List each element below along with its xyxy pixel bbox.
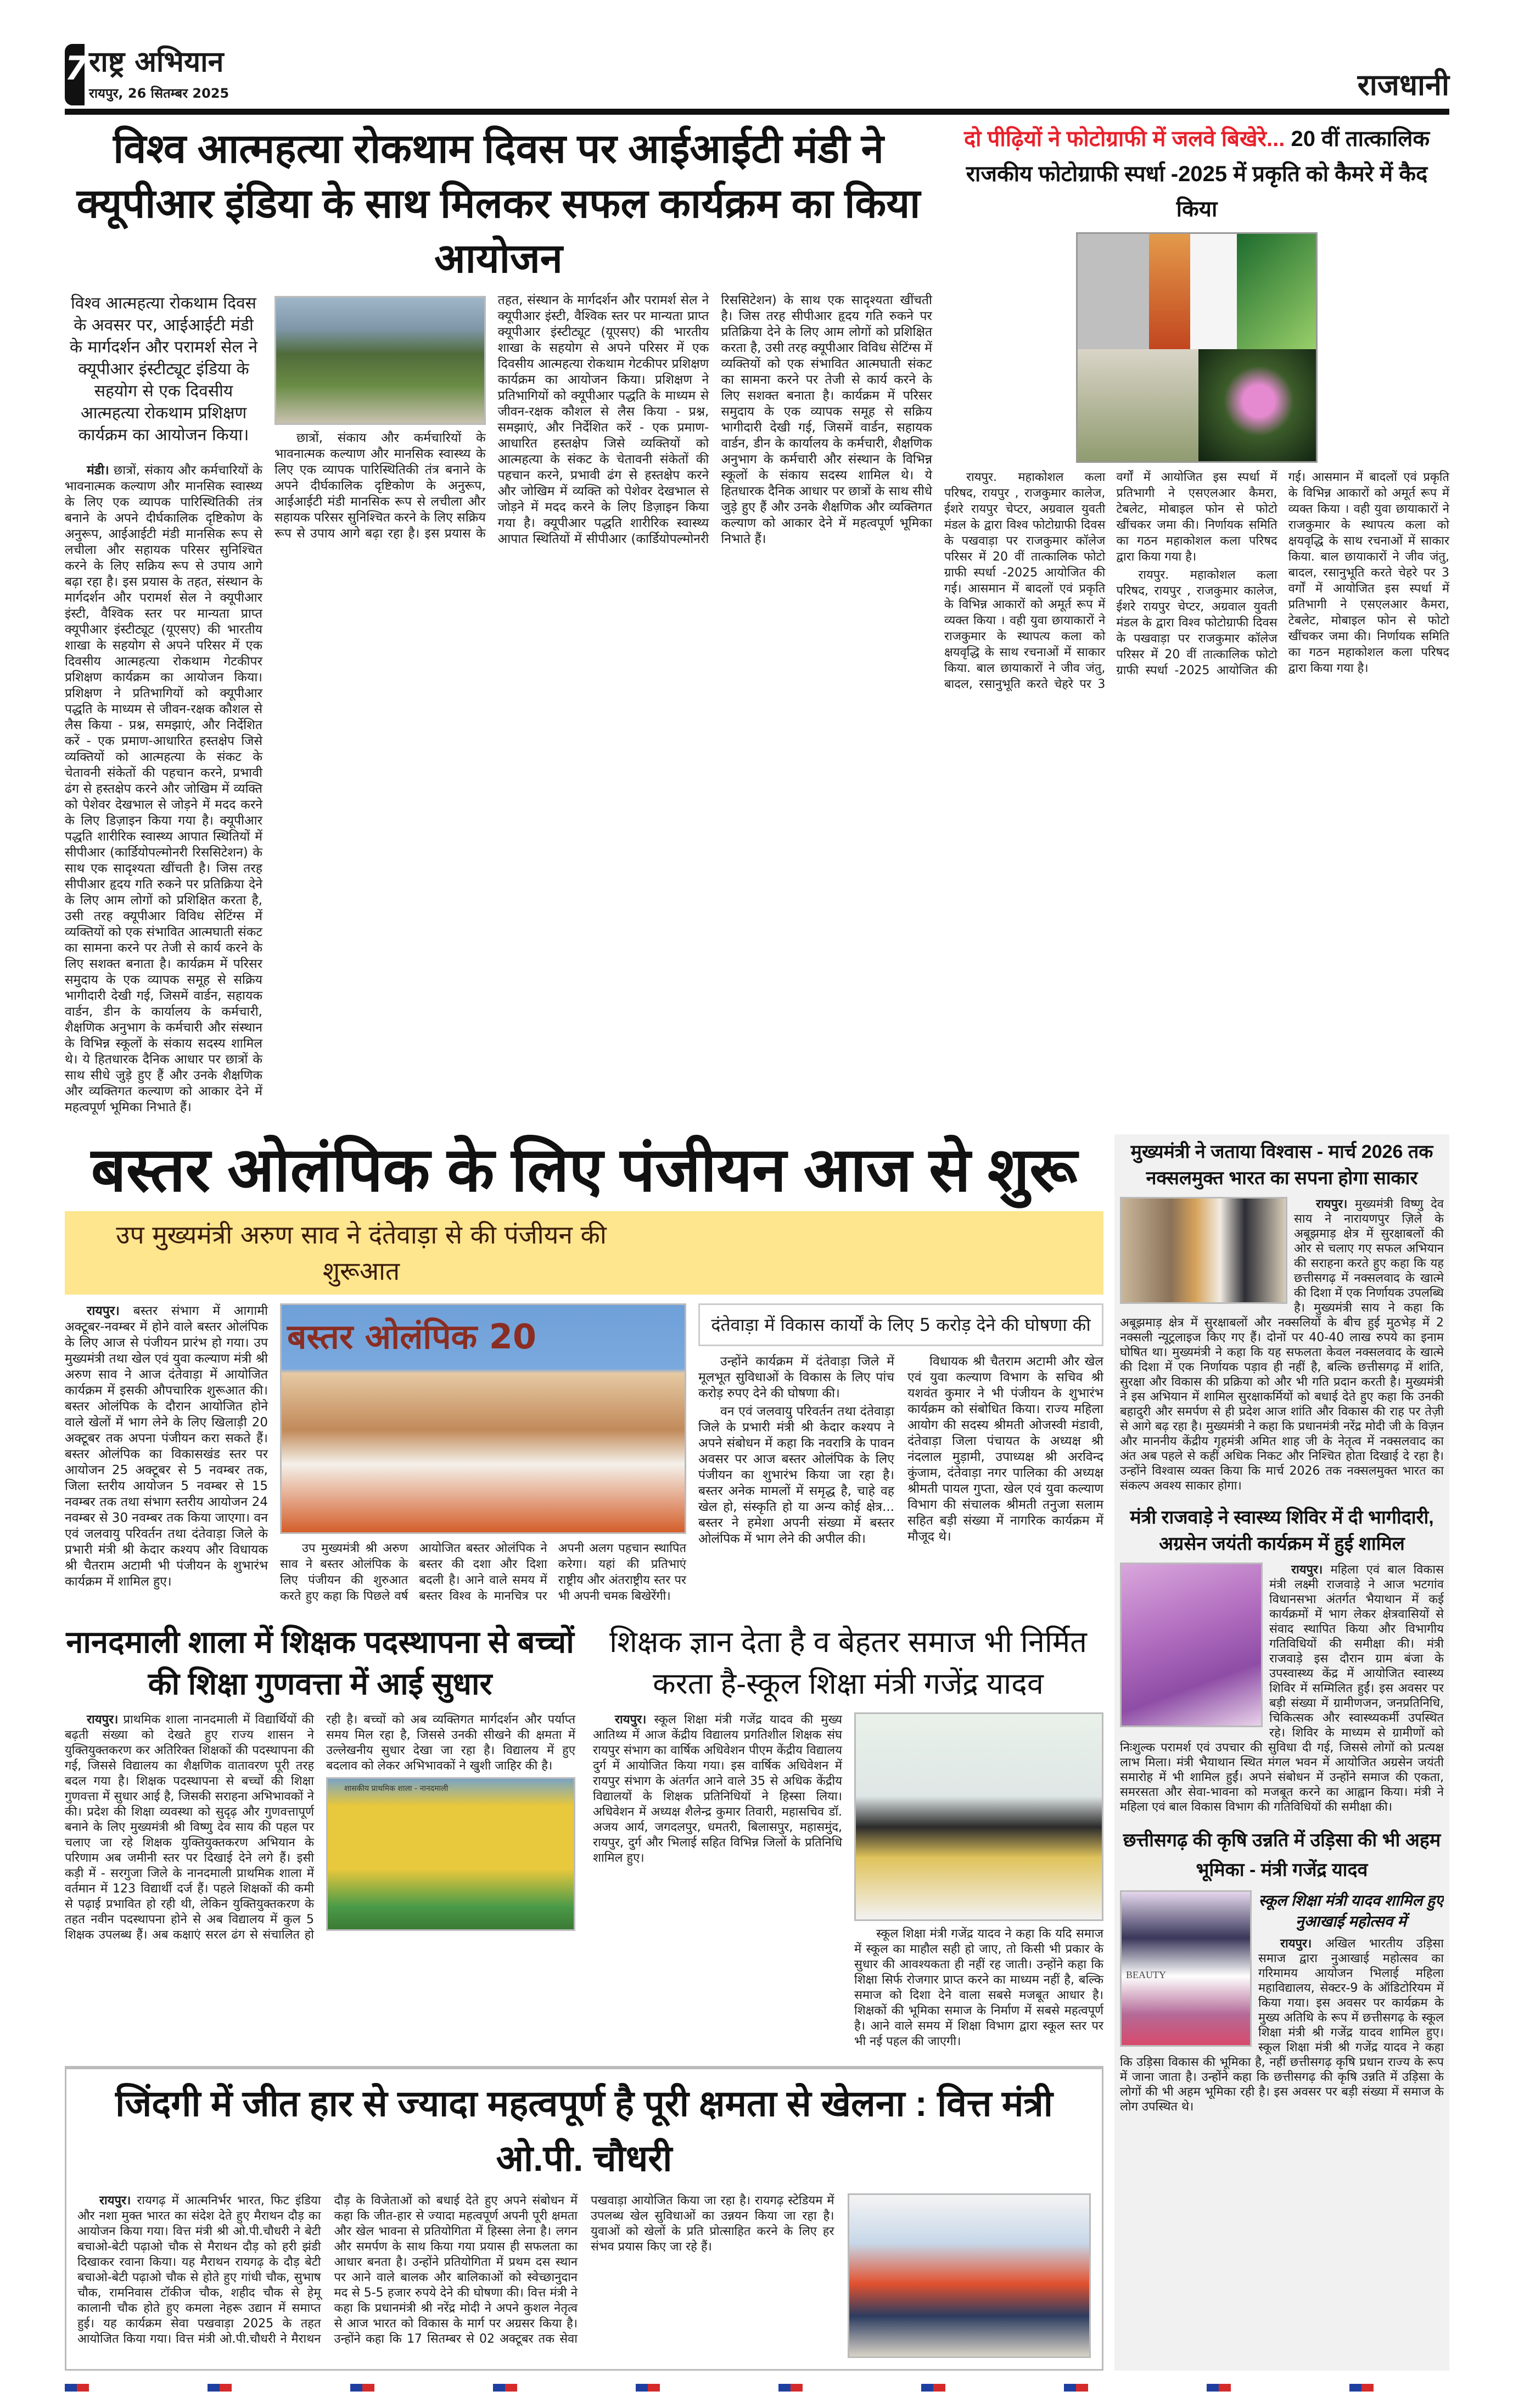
top-row — [65, 121, 1449, 1118]
iit-left-column — [65, 293, 262, 1118]
naxal-text: मुख्यमंत्री विष्णु देव साय ने नारायणपुर ज़िले के अबूझमाड़ क्षेत्र में सुरक्षाबलों की ओर से चलाए गए सफल अभियान की सराहना करते हुए कहा कि यह छत्तीसगढ़ में नक्सलवाद के खात्मे की दिशा में एक निर्णायक उपलब्धि है। मुख्यमंत्री साय ने कहा कि अबूझमाड़ क्षेत्र में सुरक्षाबलों और नक्सलियों के बीच हुई मुठभेड़ में 2 नक्सली न्यूट्रलाइज किए गए हैं। दोनों पर 40-40 लाख रुपये का इनाम घोषित था। मुख्यमंत्री ने कहा कि यह सफलता केवल नक्सलवाद के खात्मे की दिशा में एक निर्णायक पड़ाव ही नहीं है, बल्कि छत्तीसगढ़ में शांति, सुरक्षा और विकास की प्रक्रिया को और भी गति प्रदान करती है। मुख्यमंत्री ने इस अभियान में शामिल सुरक्षाकर्मियों को बधाई देते हुए कहा कि उनकी बहादुरी और समर्पण से ही प्रदेश आज शांति और विकास की राह पर तेज़ी से आगे बढ़ रहा है। मुख्यमंत्री ने कहा कि प्रधानमंत्री नरेंद्र मोदी जी के विज़न और माननीय केंद्रीय गृहमंत्री अमित शाह जी के नेतृत्व में नक्सलवाद का अंत अब पहले से कहीं अधिक निकट और निश्चित होता दिखाई दे रहा है। उन्होंने विश्वास व्यक्त किया कि मार्च 2026 तक नक्सलमुक्त भारत का संकल्प अवश्य साकार होगा। — [1120, 1197, 1444, 1493]
rajwade-photo — [1120, 1563, 1263, 1727]
iit-text: छात्रों, संकाय और कर्मचारियों के भावनात्मक कल्याण और मानसिक स्वास्थ्य के लिए एक व्यापक पारिस्थितिकी तंत्र बनाने के अपने दीर्घकालिक दृष्टिकोण के अनुरूप, आईआईटी मंडी मानसिक रूप से लचीला और सहायक परिसर सुनिश्चित करने के लिए सक्रिय रूप से उपाय आगे बढ़ा रहा है। इस प्रयास के तहत, संस्थान के मार्गदर्शन और परामर्श सेल ने क्यूपीआर इंस्टी, वैश्विक स्तर पर मान्यता प्राप्त क्यूपीआर इंस्टीट्यूट (यूएसए) की भारतीय शाखा के सहयोग से अपने परिसर में एक दिवसीय आत्महत्या रोकथाम गेटकीपर प्रशिक्षण कार्यक्रम का आयोजन किया। प्रशिक्षण ने प्रतिभागियों को क्यूपीआर पद्धति के माध्यम से जीवन-रक्षक कौशल से लैस किया - प्रश्न, समझाएं, और निर्देशित करें - एक प्रमाण-आधारित हस्तक्षेप जिसे व्यक्तियों को आत्महत्या के संकट के चेतावनी संकेतों की पहचान करने, प्रभावी ढंग से हस्तक्षेप करने और जोखिम में व्यक्ति को पेशेवर देखभाल से जोड़ने में मदद करने के लिए डिज़ाइन किया गया है। क्यूपीआर पद्धति शारीरिक स्वास्थ्य आपात स्थितियों में सीपीआर (कार्डियोपल्मोनरी रिससिटेशन) के साथ एक सादृश्यता खींचती है। जिस तरह सीपीआर हृदय गति रुकने पर प्रतिक्रिया देने के लिए आम लोगों को प्रशिक्षित करता है, उसी तरह क्यूपीआर विविध सेटिंग्स में व्यक्तियों को एक संभावित आत्मघाती संकट का सामना करने पर तेजी से कार्य करने के लिए सशक्त बनाता है। कार्यक्रम में परिसर समुदाय के एक व्यापक समूह से सक्रिय भागीदारी देखी गई, जिसमें वार्डन, सहायक वार्डन, डीन के कार्यालय के कर्मचारी, शैक्षणिक अनुभाग के कर्मचारी और संस्थान के विभिन्न स्कूलों के संकाय सदस्य शामिल थे। ये हितधारक दैनिक आधार पर छात्रों के साथ सीधे जुड़े हुए हैं और उनके शैक्षणिक और व्यक्तिगत कल्याण को आकार देने में महत्वपूर्ण भूमिका निभाते हैं। — [65, 463, 262, 1115]
bastar-cols-right — [698, 1354, 1103, 1548]
bastar-right — [698, 1303, 1103, 1548]
nandmali-dateline: रायपुर। — [87, 1713, 119, 1727]
paper-name: राष्ट्र अभियान — [89, 46, 224, 79]
shiksha-photo — [854, 1712, 1103, 1921]
nandmali-body — [65, 1712, 575, 1943]
nandmali-article — [65, 1621, 575, 1943]
masthead — [65, 44, 1449, 109]
right-sidebar — [1114, 1134, 1449, 2371]
shiksha-text: स्कूल शिक्षा मंत्री गजेंद्र यादव की मुख्य आतिथ्य में आज केंद्रीय विद्यालय प्रगतिशील शिक्षक संघ रायपुर संभाग का वार्षिक अधिवेशन पीएम केंद्रीय विद्यालय दुर्ग में आयोजित किया गया। इस वार्षिक अधिवेशन में रायपुर संभाग के अंतर्गत आने वाले 35 से अधिक केंद्रीय विद्यालयों के शिक्षक प्रतिनिधियों ने हिस्सा लिया। अधिवेशन में अध्यक्ष शैलेन्द्र कुमार तिवारी, महासचिव डॉ. अजय आर्य, जगदलपुर, धमतरी, बिलासपुर, महासमुंद, रायपुर, दुर्ग और भिलाई सहित विभिन्न जिलों के प्रतिनिधि शामिल हुए। — [593, 1713, 842, 1866]
nandmali-sign: शासकीय प्राथमिक शाला - नानदमाली — [344, 1784, 449, 1794]
nuakhai-text: अखिल भारतीय उड़िसा समाज द्वारा नुआखाई महोत्सव का गरिमामय आयोजन भिलाई महिला महाविद्यालय, सेक्टर-9 के ऑडिटोरियम में किया गया। इस अवसर पर कार्यक्रम के मुख्य अतिथि के रूप में छत्तीसगढ़ के स्कूल शिक्षा मंत्री श्री गजेंद्र यादव शामिल हुए। स्कूल शिक्षा मंत्री श्री गजेंद्र यादव ने कहा कि उड़िसा विकास की भूमिका है, नहीं छत्तीसगढ़ कृषि प्रधान राज्य के रूप में जाना जाता है। उन्होंने कहा कि छत्तीसगढ़ की कृषि उन्नति में उड़िसा के लोगों की भी अहम भूमिका रही है। इस अवसर पर बड़ी संख्या में समाज के लोग उपस्थित थे। — [1120, 1937, 1444, 2114]
iit-columns — [65, 293, 932, 1118]
rajwade-dateline: रायपुर। — [1291, 1563, 1323, 1577]
left-area — [65, 1134, 1103, 2371]
photo-contest-body — [944, 469, 1449, 692]
bastar-text-3: उन्होंने कार्यक्रम में दंतेवाड़ा जिले में मूलभूत सुविधाओं के विकास के लिए पांच करोड़ रुपए देने की घोषणा की। — [698, 1354, 894, 1401]
bastar-col1 — [65, 1303, 268, 1592]
marathon-box — [65, 2066, 1103, 2371]
newspaper-page — [65, 0, 1449, 2408]
naxal-headline: मुख्यमंत्री ने जताया विश्वास - मार्च 2026 तक नक्सलमुक्त भारत का सपना होगा साकार — [1130, 1141, 1433, 1189]
iit-body — [65, 463, 262, 1116]
nuakhai-photo — [1120, 1890, 1252, 2047]
bastar-box — [698, 1303, 1103, 1346]
iit-text-continued: छात्रों, संकाय और कर्मचारियों के भावनात्मक कल्याण और मानसिक स्वास्थ्य के लिए एक व्यापक पारिस्थितिकी तंत्र बनाने के अपने दीर्घकालिक दृष्टिकोण के अनुरूप, आईआईटी मंडी मानसिक रूप से लचीला और सहायक परिसर सुनिश्चित करने के लिए सक्रिय रूप से उपाय आगे बढ़ा रहा है। इस प्रयास के तहत, संस्थान के मार्गदर्शन और परामर्श सेल ने क्यूपीआर इंस्टी, वैश्विक स्तर पर मान्यता प्राप्त क्यूपीआर इंस्टीट्यूट (यूएसए) की भारतीय शाखा के सहयोग से अपने परिसर में एक दिवसीय आत्महत्या रोकथाम गेटकीपर प्रशिक्षण कार्यक्रम का आयोजन किया। प्रशिक्षण ने प्रतिभागियों को क्यूपीआर पद्धति के माध्यम से जीवन-रक्षक कौशल से लैस किया - प्रश्न, समझाएं, और निर्देशित करें - एक प्रमाण-आधारित हस्तक्षेप जिसे व्यक्तियों को आत्महत्या के संकट के चेतावनी संकेतों की पहचान करने, प्रभावी ढंग से हस्तक्षेप करने और जोखिम में व्यक्ति को पेशेवर देखभाल से जोड़ने में मदद करने के लिए डिज़ाइन किया गया है। क्यूपीआर पद्धति शारीरिक स्वास्थ्य आपात स्थितियों में सीपीआर (कार्डियोपल्मोनरी रिससिटेशन) के साथ एक सादृश्यता खींचती है। जिस तरह सीपीआर हृदय गति रुकने पर प्रतिक्रिया देने के लिए आम लोगों को प्रशिक्षित करता है, उसी तरह क्यूपीआर विविध सेटिंग्स में व्यक्तियों को एक संभावित आत्मघाती संकट का सामना करने पर तेजी से कार्य करने के लिए सशक्त बनाता है। कार्यक्रम में परिसर समुदाय के एक व्यापक समूह से सक्रिय भागीदारी देखी गई, जिसमें वार्डन, सहायक वार्डन, डीन के कार्यालय के कर्मचारी, शैक्षणिक अनुभाग के कर्मचारी और संस्थान के विभिन्न स्कूलों के संकाय सदस्य शामिल थे। ये हितधारक दैनिक आधार पर छात्रों के साथ सीधे जुड़े हुए हैं और उनके शैक्षणिक और व्यक्तिगत कल्याण को आकार देने में महत्वपूर्ण भूमिका निभाते हैं। — [274, 293, 932, 546]
nuakhai-photo-text: BEAUTY — [1126, 1969, 1166, 1980]
bastar-middle — [280, 1303, 686, 1605]
shiksha-text-2: स्कूल शिक्षा मंत्री गजेंद्र यादव ने कहा कि यदि समाज में स्कूल का माहौल सही हो जाए, तो किसी भी प्रकार के सुधार की आवश्यकता ही नहीं रह जाती। उन्होंने कहा कि शिक्षा सिर्फ रोजगार प्राप्त करने का माध्यम नहीं है, बल्कि समाज को दिशा देने वाला सबसे मजबूत आधार है। शिक्षकों की भूमिका समाज के निर्माण में सबसे महत्वपूर्ण है। आने वाले समय में शिक्षा विभाग द्वारा स्कूल स्तर पर भी नई पहल की जाएगी। — [854, 1927, 1103, 2049]
bastar-text-5: विधायक श्री चैतराम अटामी और खेल एवं युवा कल्याण विभाग के सचिव श्री यशवंत कुमार ने भी पंजीयन के शुभारंभ कार्यक्रम को संबोधित किया। राज्य महिला आयोग की सदस्य श्रीमती ओजस्वी मंडावी, दंतेवाड़ा जिला पंचायत के अध्यक्ष श्री नंदलाल मुड़ामी, उपाध्यक्ष श्री अरविन्द कुंजाम, दंतेवाड़ा नगर पालिका की अध्यक्ष श्रीमती पायल गुप्ता, खेल एवं युवा कल्याण विभाग की संचालक श्रीमती तनुजा सलाम सहित बड़ी संख्या में नागरिक कार्यक्रम में मौजूद थे। — [907, 1354, 1103, 1544]
masthead-rule — [65, 109, 1449, 115]
shiksha-article — [593, 1621, 1103, 2049]
photo-contest-text-continued: रायपुर. महाकोशल कला परिषद, रायपुर , राजकुमार कालेज, ईशरे रायपुर चेप्टर, अग्रवाल युवती मंडल के द्वारा विश्व फोटोग्राफी दिवस के पखवाड़ा पर राजकुमार कॉलेज परिसर में 20 वीं तात्कालिक फोटो ग्राफी स्पर्धा -2025 आयोजित की गई। आसमान में बादलों एवं प्रकृति के विभिन्न आकारों को अमूर्त रूप में व्यक्त किया । वही युवा छायाकारों ने राजकुमार के स्थापत्य कला को क्षयवृद्धि के साथ रचनाओं में साकार किया. बाल छायाकारों ने जीव जंतु, बादल, रसानुभूति करते चेहरे पर 3 वर्गों में आयोजित इस स्पर्धा में प्रतिभागी ने एसएलआर कैमरा, टेबलेट, मोबाइल फोन से फोटो खींचकर जमा की। निर्णायक समिति का गठन महाकोशल कला परिषद द्वारा किया गया है। — [1116, 471, 1449, 677]
rajwade-body — [1120, 1563, 1444, 1817]
marathon-dateline: रायपुर। — [99, 2194, 131, 2208]
nandmali-school-photo — [326, 1777, 575, 1931]
iit-deck: विश्व आत्महत्या रोकथाम दिवस के अवसर पर, आईआईटी मंडी के मार्गदर्शन और परामर्श सेल ने क्यूपीआर इंस्टीट्यूट इंडिया के सहयोग से एक दिवसीय आत्महत्या रोकथाम प्रशिक्षण कार्यक्रम का आयोजन किया। — [70, 294, 257, 445]
bastar-subhead: उप मुख्यमंत्री अरुण साव ने दंतेवाड़ा से की पंजीयन की शुरूआत — [116, 1220, 607, 1286]
nuakhai-headline: छत्तीसगढ़ की कृषि उन्नति में उड़िसा की भी अहम भूमिका - मंत्री गजेंद्र यादव — [1123, 1830, 1441, 1880]
photo-contest-collage — [1076, 232, 1318, 463]
photo-contest-headline-black: 20 वीं तात्कालिक राजकीय फोटोग्राफी स्पर्धा -2025 में प्रकृति को कैमरे में कैद किया — [966, 127, 1430, 221]
bastar-banner-text: बस्तर ओलंपिक 20 — [287, 1317, 537, 1357]
bastar-subhead-strip — [65, 1211, 1103, 1295]
photo-contest-headline — [944, 121, 1449, 227]
marathon-headline: जिंदगी में जीत हार से ज्यादा महत्वपूर्ण है पूरी क्षमता से खेलना : वित्त मंत्री ओ.पी. चौधरी — [115, 2083, 1053, 2179]
iit-campus-photo — [274, 296, 486, 425]
page-number: 7 — [65, 44, 85, 105]
naxal-dateline: रायपुर। — [1316, 1197, 1348, 1211]
shiksha-body — [593, 1712, 1103, 2049]
bastar-columns — [65, 1303, 1103, 1605]
photo-contest-text: रायपुर. महाकोशल कला परिषद, रायपुर , राजकुमार कालेज, ईशरे रायपुर चेप्टर, अग्रवाल युवती मंडल के द्वारा विश्व फोटोग्राफी दिवस के पखवाड़ा पर राजकुमार कॉलेज परिसर में 20 वीं तात्कालिक फोटो ग्राफी स्पर्धा -2025 आयोजित की गई। आसमान में बादलों एवं प्रकृति के विभिन्न आकारों को अमूर्त रूप में व्यक्त किया । वही युवा छायाकारों ने राजकुमार के स्थापत्य कला को क्षयवृद्धि के साथ रचनाओं में साकार किया. बाल छायाकारों ने जीव जंतु, बादल, रसानुभूति करते चेहरे पर 3 वर्गों में आयोजित इस स्पर्धा में प्रतिभागी ने एसएलआर कैमरा, टेबलेट, मोबाइल फोन से फोटो खींचकर जमा की। निर्णायक समिति का गठन महाकोशल कला परिषद द्वारा किया गया है। — [944, 471, 1277, 691]
marathon-photo — [848, 2193, 1091, 2358]
nuakhai-body — [1120, 1890, 1444, 2116]
bastar-box-text: दंतेवाड़ा में विकास कार्यों के लिए 5 करोड़ देने की घोषणा की — [711, 1314, 1091, 1335]
nandmali-headline: नानदमाली शाला में शिक्षक पदस्थापना से बच्चों की शिक्षा गुणवत्ता में आई सुधार — [66, 1625, 574, 1701]
marathon-body — [77, 2193, 1091, 2358]
dateline: रायपुर, 26 सितम्बर 2025 — [89, 86, 229, 101]
lower-row — [65, 1134, 1449, 2371]
rajwade-text: महिला एवं बाल विकास मंत्री लक्ष्मी राजवाड़े ने आज भटगांव विधानसभा अंतर्गत भैयाथान में कई कार्यक्रमों में भाग लेकर क्षेत्रवासियों से संवाद स्थापित किया और विभागीय गतिविधियों की समीक्षा की। मंत्री राजवाड़े इस दौरान ग्राम बंजा के उपस्वास्थ्य केंद्र में आयोजित स्वास्थ्य शिविर में सम्मिलित हुईं। इस अवसर पर बड़ी संख्या में ग्रामीणजन, जनप्रतिनिधि, चिकित्सक और स्वास्थ्यकर्मी उपस्थित रहे। शिविर के माध्यम से ग्रामीणों को निःशुल्क परामर्श एवं उपचार की सुविधा दी गई, जिससे लोगों को प्रत्यक्ष लाभ मिला। मंत्री भैयाथान स्थित मंगल भवन में आयोजित अग्रसेन जयंती समारोह में भी शामिल हुईं। अपने संबोधन में उन्होंने समाज की एकता, समरसता और सेवा-भावना को मजबूत करने का आह्वान किया। मंत्री ने महिला एवं बाल विकास विभाग की गतिविधियों की समीक्षा की। — [1120, 1563, 1444, 1814]
marathon-text: रायगढ़ में आत्मनिर्भर भारत, फिट इंडिया और नशा मुक्त भारत का संदेश देते हुए मैराथन दौड़ का आयोजन किया गया। वित्त मंत्री श्री ओ.पी.चौधरी ने बेटी बचाओ-बेटी पढ़ाओ चौक से मैराथन दौड़ को हरी झंडी दिखाकर रवाना किया। यह मैराथन रायगढ़ के दौड़ बेटी बचाओ-बेटी पढ़ाओ चौक से होते हुए गांधी चौक, सुभाष चौक, रामनिवास टॉकीज चौक, शहीद चौक से हेमू कालानी चौक होते हुए कमला नेहरू उद्यान में समाप्त हुई। यह कार्यक्रम सेवा पखवाड़ा 2025 के तहत आयोजित किया गया। वित्त मंत्री ओ.पी.चौधरी ने मैराथन दौड़ के विजेताओं को बधाई देते हुए अपने संबोधन में कहा कि जीत-हार से ज्यादा महत्वपूर्ण अपनी पूरी क्षमता और खेल भावना से प्रतियोगिता में हिस्सा लेना है। लगन और समर्पण के साथ किया गया प्रयास ही सफलता का आधार बनता है। उन्होंने प्रतियोगिता में प्रथम दस स्थान पर आने वाले बालक और बालिकाओं को स्वेच्छानुदान मद से 5-5 हजार रुपये देने की घोषणा की। वित्त मंत्री ने कहा कि प्रधानमंत्री श्री नरेंद्र मोदी ने अपने कुशल नेतृत्व से आज भारत को विकास के मार्ग पर अग्रसर किया है। उन्होंने कहा कि 17 सितम्बर से 02 अक्टूबर तक सेवा पखवाड़ा आयोजित किया जा रहा है। रायगढ़ स्टेडियम में उपलब्ध खेल सुविधाओं का उन्नयन किया जा रहा है। युवाओं को खेलों के प्रति प्रोत्साहित करने के लिए हर संभव प्रयास किए जा रहे हैं। — [77, 2194, 834, 2347]
registration-marks — [65, 2384, 1449, 2392]
education-row — [65, 1621, 1103, 2049]
iit-headline: विश्व आत्महत्या रोकथाम दिवस पर आईआईटी मंडी ने क्यूपीआर इंडिया के साथ मिलकर सफल कार्यक्रम का किया आयोजन — [76, 126, 921, 281]
nandmali-text: प्राथमिक शाला नानदमाली में विद्यार्थियों की बढ़ती संख्या को देखते हुए राज्य शासन ने युक्तियुक्तकरण कर अतिरिक्त शिक्षकों की पदस्थापना की गई, जिससे विद्यालय का शैक्षणिक वातावरण पूरी तरह बदल गया है। शिक्षक पदस्थापना से बच्चों की शिक्षा गुणवत्ता में सुधार आई है, जिसकी सराहना अभिभावकों ने की। प्रदेश की शिक्षा व्यवस्था को सुदृढ़ और गुणवत्तापूर्ण बनाने के लिए मुख्यमंत्री श्री विष्णु देव साय की पहल पर चलाए जा रहे शिक्षक युक्तियुक्तकरण अभियान के परिणाम अब जमीनी स्तर पर दिखाई देने लगे हैं। इसी कड़ी में - सरगुजा जिले के नानदमाली प्राथमिक शाला में वर्तमान में 123 विद्यार्थी दर्ज हैं। पहले शिक्षकों की कमी से पढ़ाई प्रभावित हो रही थी, लेकिन युक्तियुक्तकरण के तहत नवीन पदस्थापना होने से अब विद्यालय में कुल 5 शिक्षक उपलब्ध हैं। अब कक्षाएं सरल ढंग से संचालित हो रही है। बच्चों को अब व्यक्तिगत मार्गदर्शन और पर्याप्त समय मिल रहा है, जिससे उनकी सीखने की क्षमता में उल्लेखनीय सुधार देखा जा रहा है। विद्यालय में हुए बदलाव को लेकर अभिभावकों ने खुशी जाहिर की है। — [65, 1713, 575, 1942]
bastar-text-4: वन एवं जलवायु परिवर्तन तथा दंतेवाड़ा जिले के प्रभारी मंत्री श्री केदार कश्यप ने अपने संबोधन में कहा कि नवरात्रि के पावन अवसर पर आज बस्तर ओलंपिक के लिए पंजीयन का शुभारंभ किया जा रहा है। बस्तर अनेक मामलों में समृद्ध है, चाहे वह खेल हो, संस्कृति हो या अन्य कोई क्षेत्र... बस्तर ने हमेशा अपनी संख्या में बस्तर ओलंपिक में भाग लेने की अपील की। — [698, 1404, 894, 1546]
rajwade-headline: मंत्री राजवाड़े ने स्वास्थ्य शिविर में दी भागीदारी, अग्रसेन जयंती कार्यक्रम में हुई शामिल — [1130, 1507, 1434, 1554]
shiksha-dateline: रायपुर। — [615, 1713, 647, 1727]
bastar-text-2: उप मुख्यमंत्री श्री अरुण साव ने बस्तर ओलंपिक के लिए पंजीयन की शुरुआत करते हुए कहा कि पिछले वर्ष आयोजित बस्तर ओलंपिक ने बस्तर की दशा और दिशा बदली है। आने वाले समय में बस्तर विश्व के मानचित्र पर अपनी अलग पहचान स्थापित करेगा। यहां की प्रतिभाएं राष्ट्रीय और अंतराष्ट्रीय स्तर पर भी अपनी चमक बिखेरेंगी। — [280, 1542, 686, 1603]
bastar-headline: बस्तर ओलंपिक के लिए पंजीयन आज से शुरू — [91, 1135, 1078, 1204]
photo-contest-headline-red: दो पीढ़ियों ने फोटोग्राफी में जलवे बिखेरे... — [963, 127, 1285, 151]
section-name: राजधानी — [1357, 68, 1449, 102]
bastar-cols-below-photo — [280, 1541, 686, 1605]
shiksha-headline: शिक्षक ज्ञान देता है व बेहतर समाज भी निर्मित करता है-स्कूल शिक्षा मंत्री गजेंद्र यादव — [609, 1626, 1087, 1701]
cm-photo — [1120, 1197, 1287, 1304]
iit-dateline: मंडी। — [87, 463, 109, 478]
nuakhai-subhead: स्कूल शिक्षा मंत्री यादव शामिल हुए नुआखाई महोत्सव में — [1258, 1892, 1444, 1930]
naxal-body — [1120, 1197, 1444, 1496]
iit-article — [65, 121, 932, 1118]
bastar-text: बस्तर संभाग में आगामी अक्टूबर-नवम्बर में होने वाले बस्तर ओलंपिक के लिए आज से पंजीयन प्रारंभ हो गया। उप मुख्यमंत्री तथा खेल एवं युवा कल्याण मंत्री श्री अरुण साव ने आज दंतेवाड़ा में आयोजित कार्यक्रम में इसकी औपचारिक शुरूआत की। बस्तर ओलंपिक के दौरान आयोजित होने वाले खेलों में भाग लेने के लिए खिलाड़ी 20 अक्टूबर तक अपना पंजीयन करा सकते हैं। बस्तर ओलंपिक का विकासखंड स्तर पर आयोजन 25 अक्टूबर से 5 नवम्बर तक, जिला स्तरीय आयोजन 5 नवम्बर से 15 नवम्बर तक तथा संभाग स्तरीय आयोजन 24 नवम्बर से 30 नवम्बर तक किया जाएगा। वन एवं जलवायु परिवर्तन तथा दंतेवाड़ा जिले के प्रभारी मंत्री श्री केदार कश्यप और विधायक श्री चैतराम अटामी भी पंजीयन के शुभारंभ कार्यक्रम में शामिल हुए। — [65, 1304, 268, 1589]
nuakhai-dateline: रायपुर। — [1280, 1937, 1312, 1951]
photo-contest-article — [944, 121, 1449, 692]
bastar-dateline: रायपुर। — [87, 1304, 120, 1318]
bastar-event-photo — [280, 1303, 686, 1534]
iit-body-cols — [274, 293, 932, 547]
